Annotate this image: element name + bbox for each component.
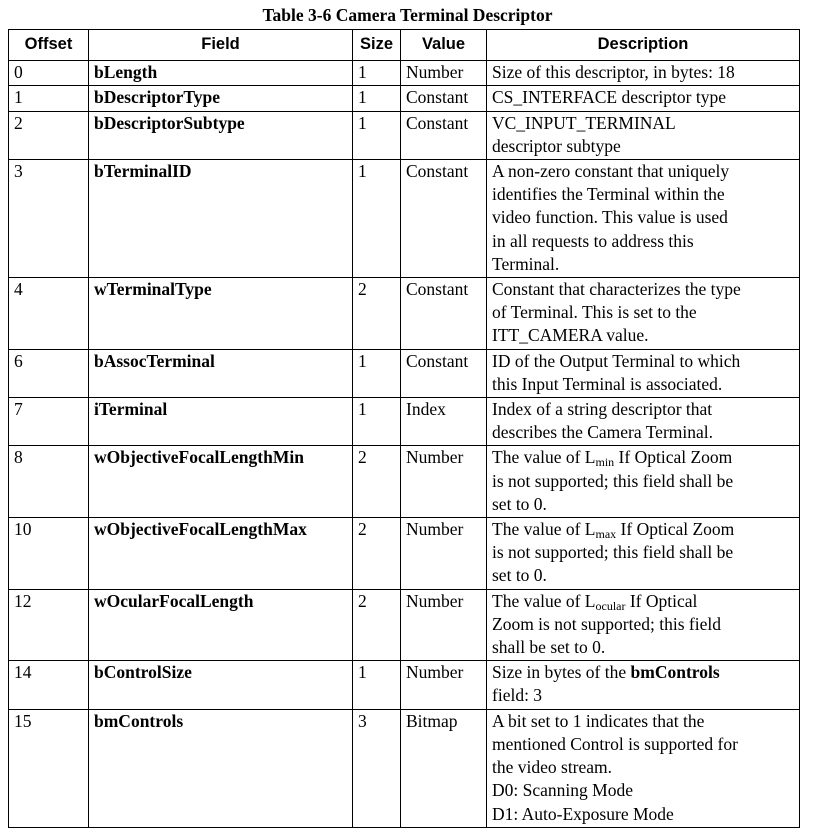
description-line: of Terminal. This is set to the [492,302,697,323]
value-cell: Constant [401,349,487,397]
description-line: identifies the Terminal within the [492,184,725,205]
description-line: ITT_CAMERA value. [492,325,649,346]
description-line: describes the Camera Terminal. [492,422,714,443]
description-cell [487,160,800,278]
offset-cell: 4 [9,278,89,350]
header-value: Value [401,30,487,61]
field-cell: bTerminalID [89,160,353,278]
header-row [9,30,800,61]
table-row [9,589,800,661]
description-cell [487,709,800,827]
description-line: video function. This value is used [492,207,728,228]
description-text: If Optical Zoom [614,447,733,468]
description-line: A non-zero constant that uniquely [492,161,730,182]
description-line: Zoom is not supported; this field [492,613,721,634]
table-row [9,86,800,111]
description-text: The value of L [492,519,596,540]
value-cell: Constant [401,111,487,159]
table-row [9,398,800,446]
field-cell: bDescriptorType [89,86,353,111]
value-cell: Constant [401,86,487,111]
table-row [9,111,800,159]
description-cell [487,111,800,159]
description-text: If Optical Zoom [616,519,735,540]
size-cell: 3 [353,709,401,827]
description-line: descriptor subtype [492,135,621,156]
offset-cell: 1 [9,86,89,111]
table-caption: Table 3-6 Camera Terminal Descriptor [262,5,553,25]
field-cell: bAssocTerminal [89,349,353,397]
size-cell: 1 [353,111,401,159]
description-cell [487,446,800,518]
field-cell: bmControls [89,709,353,827]
value-cell: Number [401,589,487,661]
table-row [9,518,800,590]
size-cell: 2 [353,518,401,590]
field-cell: iTerminal [89,398,353,446]
size-cell: 2 [353,446,401,518]
offset-cell: 2 [9,111,89,159]
description-line: Size of this descriptor, in bytes: 18 [492,62,735,83]
offset-cell: 6 [9,349,89,397]
value-cell: Index [401,398,487,446]
description-cell [487,349,800,397]
table-row [9,446,800,518]
field-cell: wObjectiveFocalLengthMin [89,446,353,518]
description-line: mentioned Control is supported for [492,733,738,754]
description-bold-text: bmControls [630,662,720,683]
description-text: The value of L [492,590,596,611]
description-line: D0: Scanning Mode [492,780,633,801]
header-field: Field [89,30,353,61]
offset-cell: 10 [9,518,89,590]
description-cell [487,398,800,446]
description-line: is not supported; this field shall be [492,470,734,491]
description-cell [487,86,800,111]
offset-cell: 8 [9,446,89,518]
description-cell [487,589,800,661]
description-line: set to 0. [492,493,547,514]
description-cell [487,278,800,350]
value-cell: Number [401,61,487,86]
description-line: set to 0. [492,565,547,586]
table-row [9,349,800,397]
header-offset: Offset [9,30,89,61]
description-line: shall be set to 0. [492,637,606,658]
table-row [9,160,800,278]
header-size: Size [353,30,401,61]
value-cell: Constant [401,278,487,350]
value-cell: Number [401,518,487,590]
field-cell: wOcularFocalLength [89,589,353,661]
size-cell: 1 [353,160,401,278]
offset-cell: 12 [9,589,89,661]
description-line: A bit set to 1 indicates that the [492,710,705,731]
description-line: CS_INTERFACE descriptor type [492,87,726,108]
size-cell: 1 [353,61,401,86]
description-cell [487,518,800,590]
table-row [9,61,800,86]
description-line: VC_INPUT_TERMINAL [492,112,676,133]
description-line: in all requests to address this [492,230,694,251]
size-cell: 1 [353,661,401,709]
value-cell: Number [401,661,487,709]
field-cell: wObjectiveFocalLengthMax [89,518,353,590]
description-line: is not supported; this field shall be [492,542,734,563]
description-line [492,590,796,613]
value-cell: Constant [401,160,487,278]
size-cell: 2 [353,278,401,350]
description-line: field: 3 [492,685,543,706]
table-row [9,709,800,827]
description-line: D1: Auto-Exposure Mode [492,803,674,824]
description-text: The value of L [492,447,596,468]
description-line: ID of the Output Terminal to which [492,350,741,371]
field-cell: bControlSize [89,661,353,709]
description-text: Size in bytes of the [492,662,631,683]
header-description: Description [487,30,800,61]
subscript-text: ocular [595,598,626,613]
offset-cell: 7 [9,398,89,446]
subscript-text: min [595,455,615,470]
description-cell [487,661,800,709]
size-cell: 1 [353,86,401,111]
field-cell: bLength [89,61,353,86]
subscript-text: max [595,527,617,542]
description-line: Index of a string descriptor that [492,399,713,420]
value-cell: Bitmap [401,709,487,827]
table-row [9,661,800,709]
description-line: Constant that characterizes the type [492,279,741,300]
description-text: If Optical [625,590,698,611]
description-line [492,661,796,684]
description-cell [487,61,800,86]
offset-cell: 3 [9,160,89,278]
value-cell: Number [401,446,487,518]
field-cell: bDescriptorSubtype [89,111,353,159]
description-line: Terminal. [492,253,560,274]
size-cell: 1 [353,398,401,446]
field-cell: wTerminalType [89,278,353,350]
size-cell: 2 [353,589,401,661]
description-line: the video stream. [492,757,613,778]
table-row [9,278,800,350]
size-cell: 1 [353,349,401,397]
description-line [492,518,796,541]
offset-cell: 0 [9,61,89,86]
description-line [492,446,796,469]
offset-cell: 15 [9,709,89,827]
offset-cell: 14 [9,661,89,709]
camera-terminal-descriptor-table [8,29,800,828]
description-line: this Input Terminal is associated. [492,373,723,394]
